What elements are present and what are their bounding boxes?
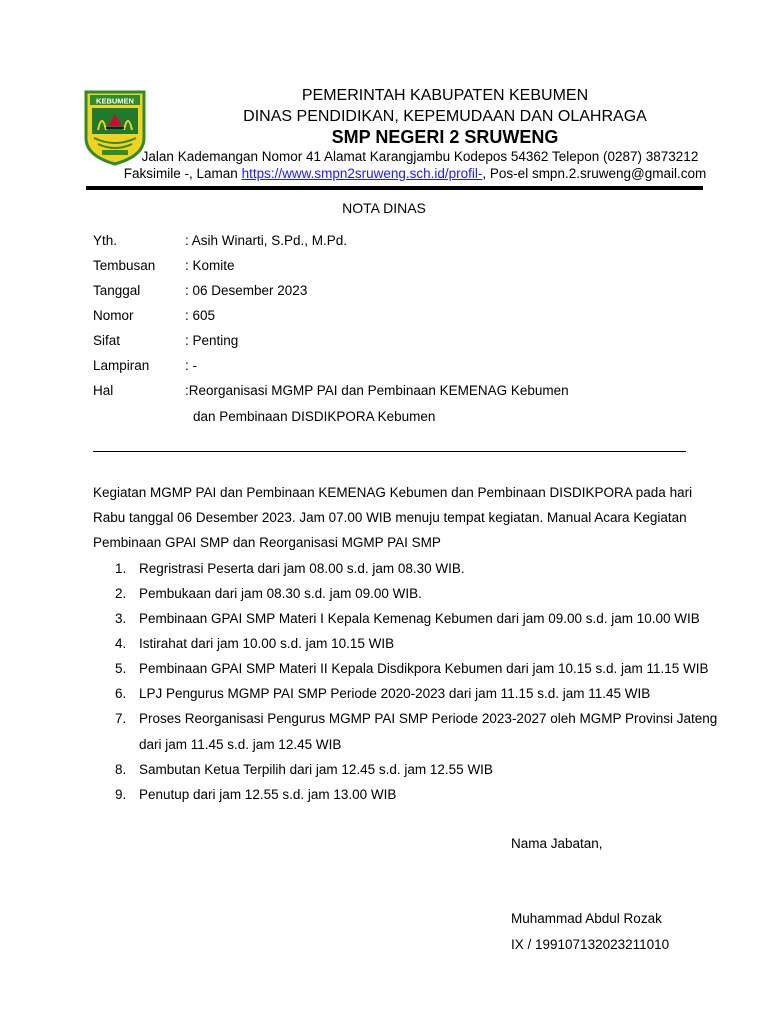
agenda-text: Sambutan Ketua Terpilih dari jam 12.45 s.d. jam 12.55 WIB [139, 762, 493, 777]
fax-text: Faksimile -, Laman [123, 166, 242, 181]
body-line: Rabu tanggal 06 Desember 2023. Jam 07.00 WIB menuju tempat kegiatan. Manual Acara Kegiatan [93, 510, 687, 525]
agenda-text: Pembinaan GPAI SMP Materi I Kepala Kemenag Kebumen dari jam 09.00 s.d. jam 10.00 WIB [139, 611, 700, 626]
meta-label: Tanggal [93, 283, 141, 298]
email-text: , Pos-el smpn.2.sruweng@gmail.com [482, 166, 707, 181]
meta-value: : 605 [185, 308, 216, 323]
agenda-number: 5. [115, 661, 127, 676]
agenda-number: 1. [115, 561, 127, 576]
meta-hal-continuation: dan Pembinaan DISDIKPORA Kebumen [193, 409, 436, 424]
signature-position: Nama Jabatan, [511, 836, 603, 851]
meta-label: Lampiran [93, 358, 150, 373]
letterhead-address: Jalan Kademangan Nomor 41 Alamat Karangjambu Kodepos 54362 Telepon (0287) 3873212 [141, 149, 699, 164]
meta-value: : Asih Winarti, S.Pd., M.Pd. [185, 233, 348, 248]
letterhead-contact [120, 166, 710, 181]
agenda-text: Pembinaan GPAI SMP Materi II Kepala Disdikpora Kebumen dari jam 10.15 s.d. jam 11.15 WIB [139, 661, 709, 676]
agenda-text: dari jam 11.45 s.d. jam 12.45 WIB [139, 737, 342, 752]
signature-id: IX / 199107132023211010 [511, 937, 670, 952]
meta-label: Yth. [93, 233, 118, 248]
meta-value: : Komite [185, 258, 235, 273]
meta-value: : Penting [185, 333, 239, 348]
meta-label: Hal [93, 383, 114, 398]
agenda-number: 4. [115, 636, 127, 651]
document-title: NOTA DINAS [342, 200, 426, 216]
meta-row-sifat [93, 333, 238, 348]
agenda-text: Pembukaan dari jam 08.30 s.d. jam 09.00 WIB. [139, 586, 422, 601]
meta-value: :Reorganisasi MGMP PAI dan Pembinaan KEMENAG Kebumen [185, 383, 569, 398]
body-line: Kegiatan MGMP PAI dan Pembinaan KEMENAG Kebumen dan Pembinaan DISDIKPORA pada hari [93, 485, 693, 500]
meta-value: : 06 Desember 2023 [185, 283, 308, 298]
agenda-number: 9. [115, 787, 127, 802]
agenda-text: LPJ Pengurus MGMP PAI SMP Periode 2020-2023 dari jam 11.15 s.d. jam 11.45 WIB [139, 686, 651, 701]
meta-row-hal [93, 383, 569, 398]
agenda-text: Istirahat dari jam 10.00 s.d. jam 10.15 WIB [139, 636, 395, 651]
meta-row-lampiran [93, 358, 197, 373]
agenda-number: 3. [115, 611, 127, 626]
body-line: Pembinaan GPAI SMP dan Reorganisasi MGMP PAI SMP [93, 535, 441, 550]
meta-label: Tembusan [93, 258, 156, 273]
meta-row-nomor [93, 308, 215, 323]
agenda-number: 7. [115, 711, 127, 726]
meta-row-yth [93, 233, 347, 248]
letterhead-government: PEMERINTAH KABUPATEN KEBUMEN [301, 87, 589, 104]
agenda-number: 2. [115, 586, 127, 601]
meta-row-tembusan [93, 258, 235, 273]
letterhead-divider [86, 186, 703, 190]
meta-label: Nomor [93, 308, 134, 323]
letterhead-school-name: SMP NEGERI 2 SRUWENG [331, 127, 559, 147]
agenda-text: Regristrasi Peserta dari jam 08.00 s.d. jam 08.30 WIB. [139, 561, 465, 576]
website-link[interactable]: https://www.smpn2sruweng.sch.id/profil- [241, 166, 483, 181]
agenda-number: 6. [115, 686, 127, 701]
agenda-number: 8. [115, 762, 127, 777]
agenda-text: Proses Reorganisasi Pengurus MGMP PAI SMP Periode 2023-2027 oleh MGMP Provinsi Jateng [139, 711, 718, 726]
letterhead-department: DINAS PENDIDIKAN, KEPEMUDAAN DAN OLAHRAGA [243, 108, 647, 125]
header-separator [93, 451, 686, 452]
agenda-text: Penutup dari jam 12.55 s.d. jam 13.00 WIB [139, 787, 397, 802]
logo-text: KEBUMEN [96, 96, 134, 106]
signature-name: Muhammad Abdul Rozak [511, 911, 662, 926]
meta-row-tanggal [93, 283, 307, 298]
meta-label: Sifat [93, 333, 121, 348]
meta-value: : - [185, 358, 197, 373]
